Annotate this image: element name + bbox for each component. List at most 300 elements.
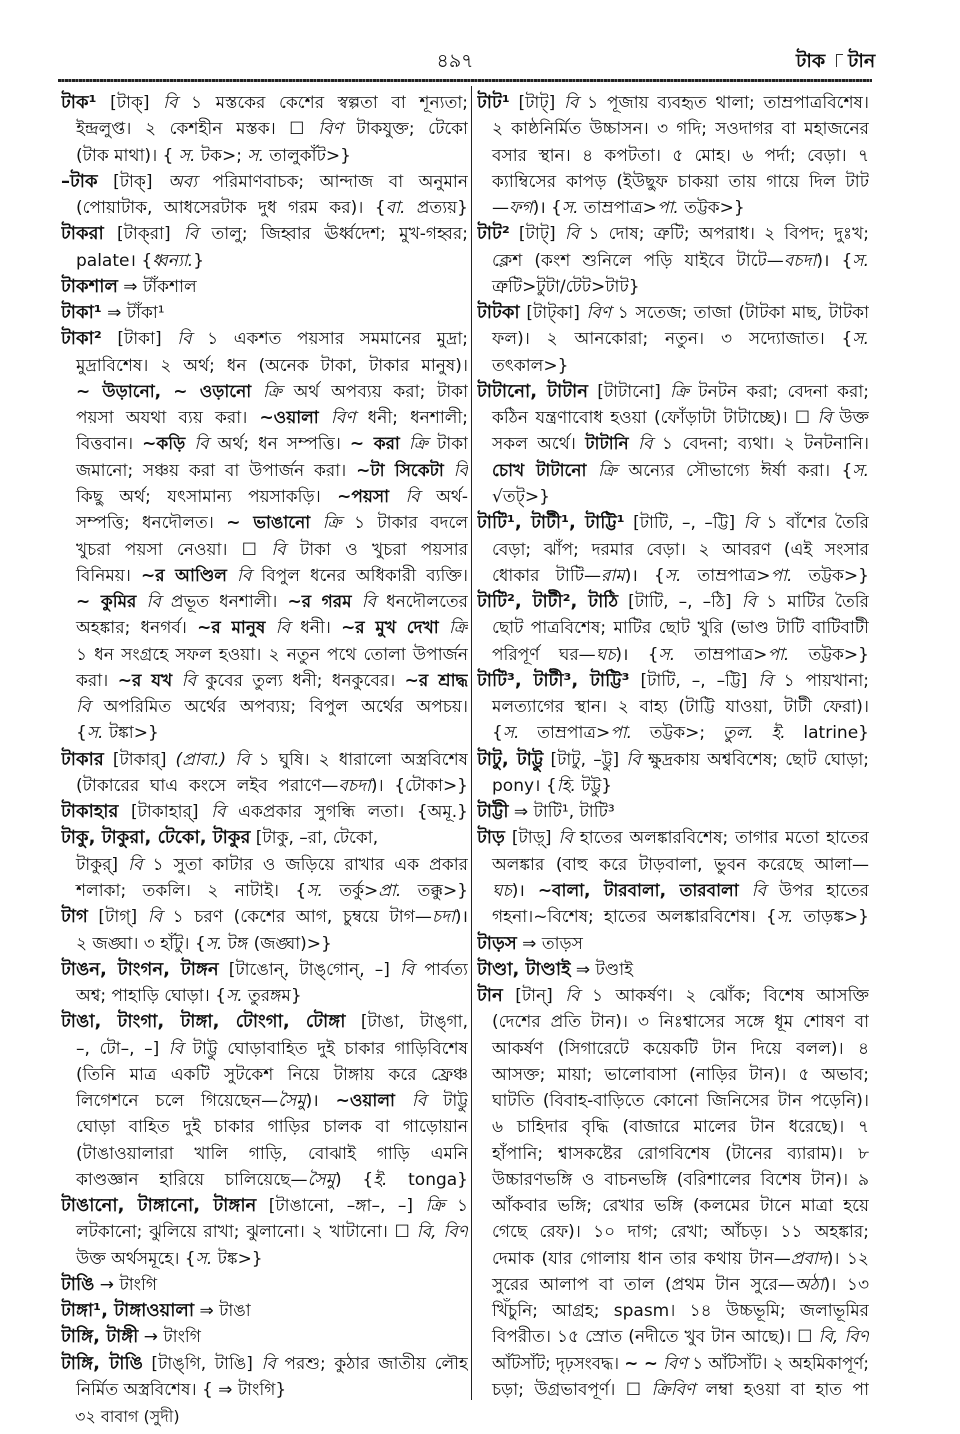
grammar-label: বি: [261, 1353, 276, 1374]
entry-text: লম্বা হওয়া বা হাত পা: [695, 1380, 869, 1401]
grammar-label: ক্রি: [670, 381, 690, 402]
headword: টাকু, টাকুরা, টেকো, টাকুর: [61, 827, 251, 849]
entry-text: সুরের আলাপ বা তাল (প্রথম টান সুরে—: [492, 1274, 795, 1295]
grammar-label: স.: [852, 250, 869, 271]
dictionary-line: [477, 1377, 869, 1403]
line-content: [76, 776, 468, 796]
line-content: [492, 1091, 869, 1111]
entry-text: [185, 434, 194, 454]
line-content: [61, 277, 197, 297]
entry-text: তাম্রপাত্র>: [675, 644, 768, 665]
sub-entry: ~ কুমির: [76, 592, 137, 613]
entry-text: গহনা।~বিশেষ; হাতের অলঙ্কারবিশেষ। {: [492, 907, 777, 928]
dictionary-line: [477, 221, 869, 247]
entry-text: [389, 487, 405, 507]
entry-text: টঙ্কা>}: [103, 723, 159, 744]
line-content: [492, 1249, 869, 1269]
entry-text: [টাড়্]: [504, 828, 559, 849]
headword: টাটি¹, টাটী¹, টাট্টি¹: [477, 512, 625, 534]
entry-text: [টাক্]: [97, 171, 168, 192]
headword: টাগ: [61, 906, 88, 928]
sub-entry: ~র আণ্ডিল: [140, 565, 227, 586]
line-content: [76, 1222, 468, 1242]
entry-text: খুচরা পয়সা নেওয়া। ☐: [76, 539, 272, 560]
entry-text: [টাট্]: [509, 224, 565, 245]
dictionary-line: [477, 143, 869, 169]
entry-text: [352, 592, 362, 612]
line-content: [61, 329, 468, 349]
line-content: [61, 1327, 201, 1347]
entry-text: টাকুর্]: [76, 854, 129, 875]
entry-text: → টাংগি: [138, 1327, 201, 1348]
entry-text: [251, 382, 263, 402]
dictionary-line: [477, 1036, 869, 1062]
entry-text: [444, 461, 454, 481]
dictionary-line: [477, 668, 869, 694]
headword: টাকশাল: [61, 275, 118, 297]
line-content: [76, 592, 468, 612]
dictionary-line: [477, 169, 869, 195]
entry-text: অলঙ্কার (বাহু করে টাড়বালা, ভুবন করেছে আলা—: [492, 854, 869, 875]
headword: টাণ্ডা, টাণ্ডাই: [477, 958, 571, 980]
entry-text: তালুকাঁট>}: [263, 145, 351, 166]
entry-text: ফল)। ২ আনকোরা; নতুন। ৩ সদ্যোজাত। {: [492, 329, 853, 350]
dictionary-line: [61, 221, 468, 247]
grammar-label: ক্রি: [597, 460, 618, 481]
entry-text: ১ পূজায় ব্যবহৃত থালা; তাম্রপাত্রবিশেষ।: [578, 93, 869, 113]
entry-text: আঁকবার ভঙ্গি; রেখার ভঙ্গি (কলমের টানে মাত্রা হয়ে: [492, 1196, 869, 1217]
entry-text: আকর্ষণ (সিগারেটে কয়েকটি টান দিয়ে বলল)। ৪: [492, 1038, 869, 1059]
grammar-label: বি: [411, 1091, 427, 1112]
grammar-label: বি: [817, 408, 832, 429]
entry-text: টক>;: [195, 145, 248, 166]
entry-text: ১ ঘুষি। ২ ধারালো অস্ত্রবিশেষ: [249, 749, 468, 770]
entry-text: {: [76, 723, 87, 744]
entry-text: [টাটি, –, –ট্টি]: [629, 670, 759, 691]
entry-text: তট্টক>;: [632, 723, 723, 744]
entry-text: ঘাটতি (বিবাহ-বাড়িতে কোনো জিনিসের টান পড়েনি)।: [492, 1091, 869, 1112]
entry-text: (টাঙাওয়ালারা খালি গাড়ি, বোঝাই গাড়ি এমনি: [76, 1143, 468, 1164]
line-content: [61, 1301, 251, 1321]
grammar-label: স.: [178, 145, 196, 166]
dictionary-line: [477, 799, 869, 825]
entry-text: ১ মাটির তৈরি: [756, 592, 869, 613]
entry-text: ১ পায়খানা;: [772, 670, 869, 691]
entry-text: ১ সতেজ; তাজা (টাটকা মাছ, টাটকা: [611, 303, 869, 324]
line-content: [61, 93, 468, 113]
dictionary-line: [61, 1062, 468, 1088]
grammar-label: ফগ: [509, 198, 533, 219]
grammar-label: বি: [361, 592, 377, 613]
entry-text: ⇒ টাটি¹, টাটি³: [508, 802, 615, 823]
entry-text: [টান্]: [502, 986, 566, 1007]
line-content: [76, 566, 468, 586]
line-content: [76, 934, 332, 954]
dictionary-line: [61, 1036, 468, 1062]
grammar-label: ক্রিবিণ: [651, 1380, 696, 1401]
line-content: [492, 1380, 869, 1400]
line-content: [492, 461, 869, 481]
grammar-label: বি: [146, 592, 161, 613]
left-column: [61, 90, 468, 1403]
entry-text: (টাক মাথা)। {: [76, 145, 179, 166]
entry-text: [টাঙা, টাঙ্‌গা,: [345, 1012, 468, 1033]
entry-text: বিনিময়।: [76, 565, 141, 586]
line-content: [76, 119, 468, 139]
line-content: [492, 1144, 869, 1164]
dictionary-line: [477, 747, 869, 773]
grammar-label: স.: [247, 145, 264, 166]
entry-text: [136, 592, 146, 612]
dictionary-line: [477, 195, 869, 221]
dictionary-line: [477, 300, 869, 326]
dictionary-line: [61, 1351, 468, 1377]
entry-text: পরিমাণবাচক; আন্দাজ বা অনুমান: [197, 171, 468, 192]
entry-text: টঙ্ক>}: [212, 1248, 263, 1269]
headword: টাকা²: [61, 328, 102, 350]
line-content: [76, 1144, 468, 1164]
entry-text: ১ আঁটসাঁট। ২ অহমিকাপূর্ণ;: [687, 1353, 869, 1374]
dictionary-line: [61, 668, 468, 694]
line-content: [477, 592, 869, 612]
dictionary-line: [61, 1114, 468, 1140]
line-content: [477, 960, 633, 980]
line-content: [76, 645, 468, 665]
entry-text: টঙ্গ (জঙ্ঘা)>}: [222, 933, 332, 954]
entry-text: টাকা: [427, 434, 468, 455]
line-content: [492, 697, 869, 717]
line-content: [76, 1170, 468, 1190]
right-column: [477, 90, 869, 1403]
grammar-label: স.: [306, 880, 323, 901]
headword: টাড়স: [477, 932, 517, 954]
guide-word-last: টান: [848, 50, 876, 72]
entry-text: ইন্দ্রলুপ্ত। ২ কেশহীন মস্তক। ☐: [76, 119, 319, 140]
entry-text: ত্রুটি>টুটা/টেট>টাট}: [492, 276, 640, 297]
line-content: [492, 198, 745, 218]
dictionary-line: [61, 1088, 468, 1114]
dictionary-line: [61, 458, 468, 484]
grammar-label: সৈমু: [278, 1091, 306, 1112]
entry-text: অর্থ; ধন সম্পত্তি।: [208, 434, 350, 455]
line-content: [76, 855, 468, 875]
dictionary-line: [61, 379, 468, 405]
entry-text: ২ কাষ্ঠনির্মিত উচ্চাসন। ৩ গদি; সওদাগর বা মহাজনের: [492, 119, 869, 140]
grammar-label: বি: [194, 434, 209, 455]
entry-text: ১ দোষ; ত্রুটি; অপরাধ। ২ বিপদ; দুঃখ;: [579, 224, 869, 245]
grammar-label: স.: [205, 933, 223, 954]
column-divider: [471, 86, 472, 1400]
grammar-label: তুল. ই.: [722, 723, 786, 744]
entry-text: [টাক্‌রা]: [103, 224, 184, 245]
grammar-label: বি: [565, 986, 580, 1007]
line-content: [492, 1117, 869, 1137]
entry-text: ৬ চাহিদার বৃদ্ধি (বাজারে মালের টান ধরেছে)। ৭: [492, 1117, 869, 1138]
dictionary-line: [477, 852, 869, 878]
entry-text: [172, 671, 181, 691]
grammar-label: স.: [195, 1248, 213, 1269]
dictionary-line: [61, 615, 468, 641]
grammar-label: ধ্বন্যা.: [152, 250, 194, 271]
entry-text: উচ্চারণভঙ্গি ও বাচনভঙ্গি (বরিশালের বিশেষ টান)। ৯: [492, 1169, 869, 1190]
line-content: [61, 750, 468, 770]
dictionary-line: [477, 1141, 869, 1167]
grammar-label: বি: [183, 224, 199, 245]
entry-text: লিগেশনে চলে গিয়েছেন—: [76, 1091, 279, 1112]
sub-entry: ~র গরম: [287, 592, 352, 613]
sub-entry: ~ উড়ানো, ~ ওড়ানো: [76, 381, 252, 402]
sub-entry: ~টা সিকেটা: [356, 460, 444, 481]
entry-text: টাকযুক্ত; টেকো: [342, 119, 468, 140]
entry-text: (পোয়াটাক, আধসেরটাক দুধ গরম কর)। {: [76, 198, 386, 219]
line-content: [61, 303, 165, 323]
grammar-label: পা.: [656, 198, 679, 219]
headword: টাকার: [61, 748, 104, 770]
line-content: [76, 671, 468, 691]
line-content: [76, 461, 468, 481]
dictionary-line: [61, 957, 468, 983]
entry-text: ক্ষুদ্রকায় অশ্ববিশেষ; ছোট ঘোড়া;: [640, 749, 869, 770]
grammar-label: অব্য: [167, 171, 198, 192]
grammar-label: ই.: [373, 1169, 388, 1190]
page-number: ৪৯৭: [436, 50, 474, 72]
grammar-label: ঘচ: [492, 880, 512, 901]
entry-text: উক্ত অর্থসমূহে। {: [76, 1248, 196, 1269]
line-content: [477, 513, 869, 533]
line-content: [492, 1327, 869, 1347]
entry-text: ⇒ টাঁকা¹: [101, 303, 165, 324]
entry-text: চড়া; উগ্রভাবপূর্ণ। ☐: [492, 1380, 652, 1401]
dictionary-line: [477, 615, 869, 641]
entry-text: খিঁচুনি; আগ্রহ; spasm। ১৪ উচ্চভূমি; জলাভূমির: [492, 1301, 869, 1322]
grammar-label: (প্রাবা.): [175, 749, 227, 770]
entry-text: পার্বত্য: [414, 959, 468, 980]
sub-entry: ~পয়সা: [337, 486, 390, 507]
entry-text: ১: [444, 1196, 468, 1217]
guide-word-first: টাক: [796, 50, 826, 72]
dictionary-line: [61, 642, 468, 668]
entry-text: মুদ্রাবিশেষ। ২ অর্থ; ধন (অনেক টাকা, টাকার মানুষ)।: [76, 355, 468, 376]
line-content: [76, 356, 468, 376]
dictionary-line: [61, 1377, 468, 1403]
entry-text: প্রভূত ধনশালী।: [160, 592, 288, 613]
dictionary-line: [61, 852, 468, 878]
line-content: [492, 1039, 869, 1059]
line-content: [61, 224, 468, 244]
sub-entry: ~ ভাঙানো: [226, 513, 311, 534]
line-content: [76, 487, 468, 507]
grammar-label: বি: [271, 539, 286, 560]
dictionary-line: [61, 1246, 468, 1272]
entry-text: বসার স্থান। ৪ কপটতা। ৫ মোহ। ৬ পর্দা; বেড়া। ৭: [492, 145, 869, 166]
line-content: [477, 224, 869, 244]
entry-text: পরিপূর্ণ ঘর—: [492, 644, 596, 665]
dictionary-line: [477, 720, 869, 746]
sub-entry: ~র মুখ দেখা: [341, 618, 439, 639]
line-content: [492, 723, 869, 743]
entry-text: তর্কু>: [322, 880, 379, 901]
dictionary-line: [61, 431, 468, 457]
dictionary-line: [61, 143, 468, 169]
line-content: [492, 277, 640, 297]
dictionary-line: [61, 720, 468, 746]
grammar-label: ক্রি: [262, 381, 282, 402]
line-content: [76, 986, 302, 1006]
entry-text: ১ একশত পয়সার সমমানের মুদ্রা;: [191, 329, 468, 350]
line-content: [76, 1249, 263, 1269]
entry-text: (তিনি মাত্র একটি সুটকেশ নিয়ে টাঙ্গায় করে ফ্রেঞ্চ: [76, 1064, 468, 1085]
grammar-label: বি: [741, 592, 757, 613]
entry-text: টট্টু}: [575, 775, 613, 796]
grammar-label: ক্রি: [448, 618, 468, 639]
entry-text: [টাকা]: [101, 329, 178, 350]
grammar-label: বি, বিণ: [818, 1327, 869, 1348]
entry-text: }: [193, 250, 205, 271]
line-content: [76, 697, 468, 717]
entry-text: কুবের তুল্য ধনী; ধনকুবের।: [196, 670, 405, 691]
entry-text: pony। {: [492, 775, 557, 796]
entry-text: অন্যের সৌভাগ্যে ঈর্ষা করা। {: [617, 460, 853, 481]
dictionary-line: [477, 1193, 869, 1219]
entry-text: √তট্>}: [492, 486, 550, 507]
entry-text: অহঙ্কার; ধনগর্ব।: [76, 618, 198, 639]
grammar-label: বি: [168, 1038, 184, 1059]
dictionary-line: [477, 931, 869, 957]
entry-text: গেছে রেফ)। ১০ দাগ; রেখা; আঁচড়। ১১ অহঙ্কার;: [492, 1222, 869, 1243]
entry-text: আঁটসাঁট; দৃঢ়সংবদ্ধ।: [492, 1353, 625, 1374]
line-content: [492, 907, 869, 927]
sub-entry: ~কড়ি: [142, 434, 186, 455]
grammar-label: ক্রি: [322, 513, 342, 534]
headword: টাক¹: [61, 92, 97, 113]
headword: টাকরা: [61, 223, 104, 245]
headword: টাট²: [477, 223, 510, 245]
line-content: [61, 828, 378, 848]
entry-text: বিপুল ধনের অধিকারী ব্যক্তি।: [251, 565, 468, 586]
grammar-label: স.: [658, 644, 676, 665]
entry-text: তৎকাল>}: [492, 355, 569, 376]
entry-text: [টাঙানো, –ঙ্গা–, –]: [256, 1196, 426, 1217]
headword: টাটি³, টাটী³, টাট্টি³: [477, 669, 630, 691]
grammar-label: স.: [561, 198, 579, 219]
dictionary-line: [61, 1272, 468, 1298]
grammar-label: পা.: [770, 565, 793, 586]
dictionary-line: [477, 1088, 869, 1114]
entry-text: তাম্রপাত্র>: [578, 198, 657, 219]
dictionary-line: [477, 274, 869, 300]
entry-text: ধোকার টাটি—: [492, 565, 601, 586]
headword: টাঙা, টাংগা, টাঙ্গা, টোংগা, টোঙ্গা: [61, 1011, 346, 1033]
line-content: [76, 1039, 468, 1059]
grammar-label: বি: [558, 828, 573, 849]
entry-text: [টাটু, –ট্টু]: [543, 749, 627, 770]
line-content: [477, 934, 583, 954]
entry-text: উপর হাতের: [766, 880, 869, 901]
line-content: [61, 172, 468, 192]
entry-text: [টাকু, –রা, টেকো,: [250, 828, 379, 849]
entry-text: তট্টক>}: [678, 198, 745, 219]
dictionary-line: [61, 274, 468, 300]
line-content: [76, 723, 159, 743]
dictionary-line: [61, 326, 468, 352]
entry-text: ১ চরণ (কেশের আগ, চুম্বয়ে টাগ—: [162, 907, 432, 928]
grammar-label: বি: [751, 880, 766, 901]
dictionary-line: [61, 248, 468, 274]
dictionary-line: [61, 878, 468, 904]
entry-text: )।: [454, 907, 468, 928]
line-content: [477, 671, 869, 691]
dictionary-line: [61, 747, 468, 773]
entry-text: তট্টক>}: [792, 565, 869, 586]
line-content: [477, 802, 615, 822]
line-content: [61, 960, 468, 980]
entry-text: [265, 618, 275, 638]
headword: টাড়: [477, 827, 505, 849]
entry-text: [319, 408, 331, 428]
entry-text: ) {: [335, 1169, 374, 1190]
sub-entry: ~র শ্রাদ্ধ: [404, 670, 468, 691]
line-content: [76, 146, 351, 166]
entry-text: ⇒ টাঁকশাল: [117, 276, 197, 297]
entry-text: [টাট্‌কা]: [519, 303, 587, 324]
entry-text: হাঁপানি; শ্বাসকষ্টের রোগবিশেষ (টানের ব্যারাম)। ৮: [492, 1143, 869, 1164]
line-content: [76, 198, 468, 218]
header-rule: [58, 79, 872, 82]
entry-text: ১ আকর্ষণ। ২ ঝোঁক; বিশেষ আসক্তি: [579, 986, 869, 1007]
line-content: [76, 1117, 468, 1137]
grammar-label: বি: [399, 959, 415, 980]
grammar-label: বিণ: [586, 303, 612, 324]
dictionary-line: [477, 904, 869, 930]
dictionary-line: [61, 563, 468, 589]
grammar-label: চদা: [431, 907, 455, 928]
entry-text: আসক্ত; মায়া; ভালোবাসা (নাড়ির টান)। ৫ অভাব;: [492, 1064, 869, 1085]
line-content: [492, 1065, 869, 1085]
grammar-label: বি, বিণ: [416, 1222, 468, 1243]
entry-text: তুরঙ্গম}: [242, 986, 302, 1007]
line-content: [492, 881, 869, 901]
dictionary-line: [61, 300, 468, 326]
dictionary-line: [477, 537, 869, 563]
entry-text: ১ ধন সংগ্রহে সফল হওয়া। ২ নতুন পথে তোলা উপার্জন: [76, 644, 468, 665]
entry-text: করা।: [76, 670, 118, 691]
entry-text: টাট্টু ঘোড়াবাহিত দুই চাকার গাড়িবিশেষ: [183, 1038, 468, 1059]
grammar-label: পা.: [767, 644, 790, 665]
entry-text: তাড়ঙ্ক>}: [793, 907, 869, 928]
entry-text: বেড়া; ঝাঁপ; দরমার বেড়া। ২ আবরণ (এই সংসার: [492, 539, 869, 560]
dictionary-line: [61, 983, 468, 1009]
grammar-label: বি: [235, 749, 250, 770]
line-content: [492, 251, 869, 271]
headword: টাঙ্গি, টাঙ্গী: [61, 1326, 139, 1348]
grammar-label: বি: [453, 460, 468, 481]
grammar-label: বি: [275, 618, 290, 639]
dictionary-line: [477, 458, 869, 484]
entry-text: ঘোড়া বাহিত দুই চাকার গাড়ির চালক বা গাড়োয়ান: [76, 1117, 468, 1138]
entry-text: তালু; জিহ্বার ঊর্ধ্বদেশ; মুখ-গহ্বর;: [198, 224, 468, 245]
entry-text: ছোট পাত্রবিশেষ; মাটির ছোট খুরি (ভাণ্ড টাটি বাটিবাটী: [492, 618, 869, 639]
dictionary-line: [61, 405, 468, 431]
grammar-label: প্রা.: [378, 880, 402, 901]
sub-entry: ~র মানুষ: [197, 618, 266, 639]
headword: টাটকা: [477, 302, 520, 324]
line-content: [61, 1354, 468, 1374]
line-content: [61, 1275, 157, 1295]
dictionary-line: [61, 484, 468, 510]
headword: টাঙন, টাংগন, টাঙ্গন: [61, 958, 219, 980]
grammar-label: স.: [502, 723, 520, 744]
entry-text: )। {টোকা>}: [370, 775, 468, 796]
